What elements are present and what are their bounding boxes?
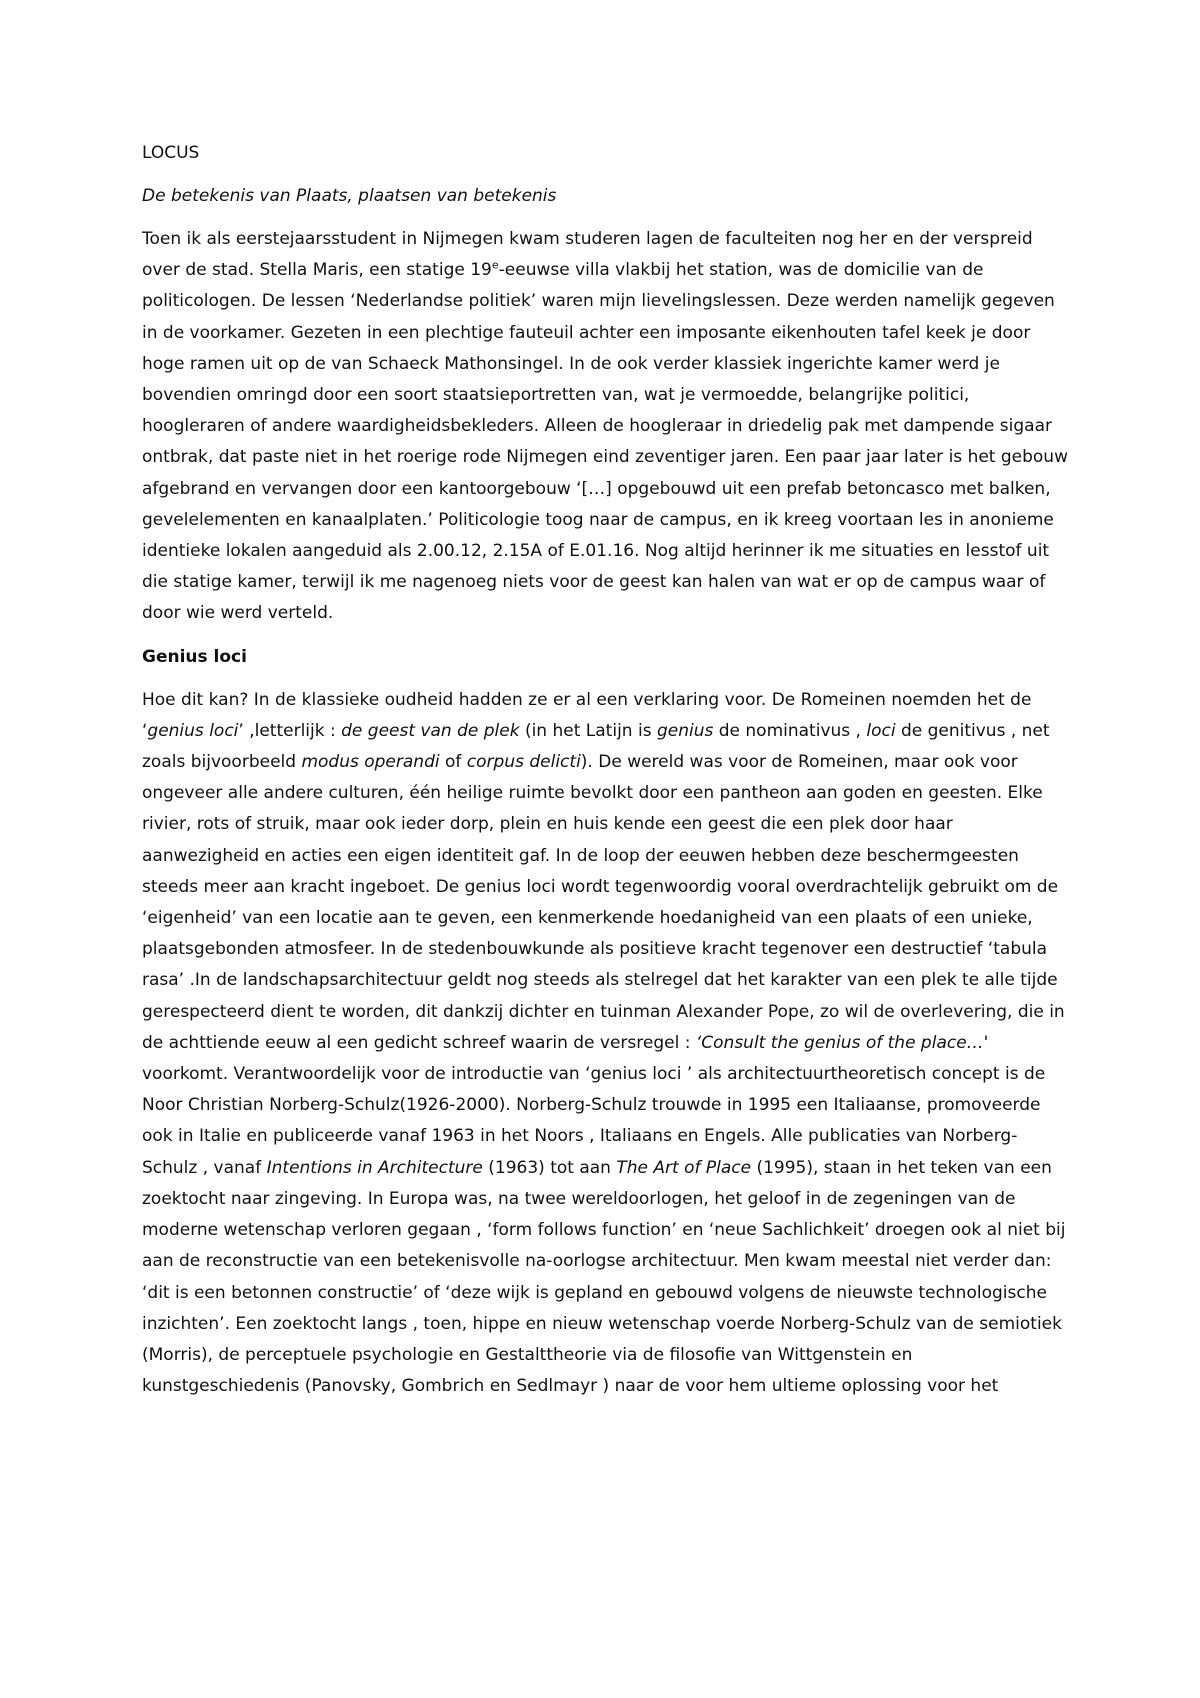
text-run: (1995), staan in het teken van een zoektocht naar zingeving. In Europa was, na twee wereldoorlogen, het geloof in de zegeningen van de moderne wetenschap verloren gegaan , ‘form follows function’ en ‘neue Sachlichkeit’ droegen ook al niet bij aan de reconstructie van een betekenisvolle na-oorlogse architectuur. Men kwam meestal niet verder dan: ‘dit is een betonnen constructie’ of ‘deze wijk is gepland en gebouwd volgens de nieuwste technologische inzichten’. Een zoektocht langs , toen, hippe en nieuw wetenschap voerde Norberg-Schulz van de semiotiek (Morris), de perceptuele psychologie en Gestalttheorie via de filosofie van Wittgenstein en kunstgeschiedenis (Panovsky, Gombrich en Sedlmayr ) naar de voor hem ultieme oplossing voor het [142,1157,1066,1397]
text-run: ' voorkomt. Verantwoordelijk voor de introductie van ‘genius loci ’ als architectuurtheoretisch concept is de Noor Christian Norberg-Schulz(1926-2000). Norberg-Schulz trouwde in 1995 een Italiaanse, promoveerde ook in Italie en publiceerde vanaf 1963 in het Noors , Italiaans en Engels. Alle publicaties van Norberg-Schulz , vanaf [142,1032,1046,1178]
italic-run: The Art of Place [616,1157,752,1178]
text-run: ’ ,letterlijk : [238,720,342,741]
intro-paragraph [142,224,1068,630]
italic-run: genius [656,720,714,741]
document-body [142,138,1068,1414]
text-run: (1963) tot aan [482,1157,617,1178]
text-run: (in het Latijn is [519,720,657,741]
text-run: de nominativus , [713,720,867,741]
text-run: of [439,752,467,773]
document-title: LOCUS [142,143,200,163]
italic-run: corpus delicti [466,752,581,773]
intro-text-2: -eeuwse villa vlakbij het station, was de domicilie van de politicologen. De lessen ‘Nederlandse politiek’ waren mijn lievelingslessen. Deze werden namelijk gegeven in de voorkamer. Gezeten in een plechtige fauteuil achter een imposante eikenhouten tafel keek je door hoge ramen uit op de van Schaeck Mathonsingel. In de ook verder klassiek ingerichte kamer werd je bovendien omringd door een soort staatsieportretten van, wat je vermoedde, belangrijke politici, hoogleraren of andere waardigheidsbekleders. Alleen de hoogleraar in driedelig pak met dampende sigaar ontbrak, dat paste niet in het roerige rode Nijmegen eind zeventiger jaren. Een paar jaar later is het gebouw afgebrand en vervangen door een kantoorgebouw ‘[…] opgebouwd uit een prefab betoncasco met balken, gevelelementen en kanaalplaten.’ Politicologie toog naar de campus, en ik kreeg voortaan les in anonieme identieke lokalen aangeduid als 2.00.12, 2.15A of E.01.16. Nog altijd herinner ik me situaties en lesstof uit die statige kamer, terwijl ik me nagenoeg niets voor de geest kan halen van wat er op de campus waar of door wie werd verteld. [142,260,1068,624]
italic-run: ‘Consult the genius of the place… [695,1032,984,1053]
text-run: de genitivus , net zoals bijvoorbeeld [142,720,1050,773]
text-run: ). De wereld was voor de Romeinen, maar ook voor ongeveer alle andere culturen, één heilige ruimte bevolkt door een pantheon aan goden en geesten. Elke rivier, rots of struik, maar ook ieder dorp, plein en huis kende een geest die een plek door haar aanwezigheid en acties een eigen identiteit gaf. In de loop der eeuwen hebben deze beschermgeesten steeds meer aan kracht ingeboet. De genius loci wordt tegenwoordig vooral overdrachtelijk gebruikt om de ‘eigenheid’ van een locatie aan te geven, een kenmerkende hoedanigheid van een plaats of een unieke, plaatsgebonden atmosfeer. In de stedenbouwkunde als positieve kracht tegenover een destructief ‘tabula rasa’ .In de landschapsarchitectuur geldt nog steeds als stelregel dat het karakter van een plek te alle tijde gerespecteerd dient te worden, dit dankzij dichter en tuinman Alexander Pope, zo wil de overlevering, die in de achttiende eeuw al een gedicht schreef waarin de versregel : [142,752,1065,1053]
intro-text-1: Toen ik als eerstejaarsstudent in Nijmegen kwam studeren lagen de faculteiten nog her en der verspreid over de stad. Stella Maris, een statige 19 [142,229,1033,281]
text-run: Hoe dit kan? In de klassieke oudheid hadden ze er al een verklaring voor. De Romeinen noemden het de ‘ [142,689,1032,741]
section-heading-genius-loci: Genius loci [142,646,247,667]
italic-run: de geest van de plek [341,720,520,741]
italic-run: loci [866,720,896,741]
genius-loci-paragraph [142,685,1068,1403]
document-subtitle: De betekenis van Plaats, plaatsen van betekenis [142,186,557,206]
italic-run: Intentions in Architecture [266,1157,483,1178]
italic-run: modus operandi [301,752,440,773]
superscript-e: e [491,258,499,272]
italic-run: genius loci [147,720,239,741]
